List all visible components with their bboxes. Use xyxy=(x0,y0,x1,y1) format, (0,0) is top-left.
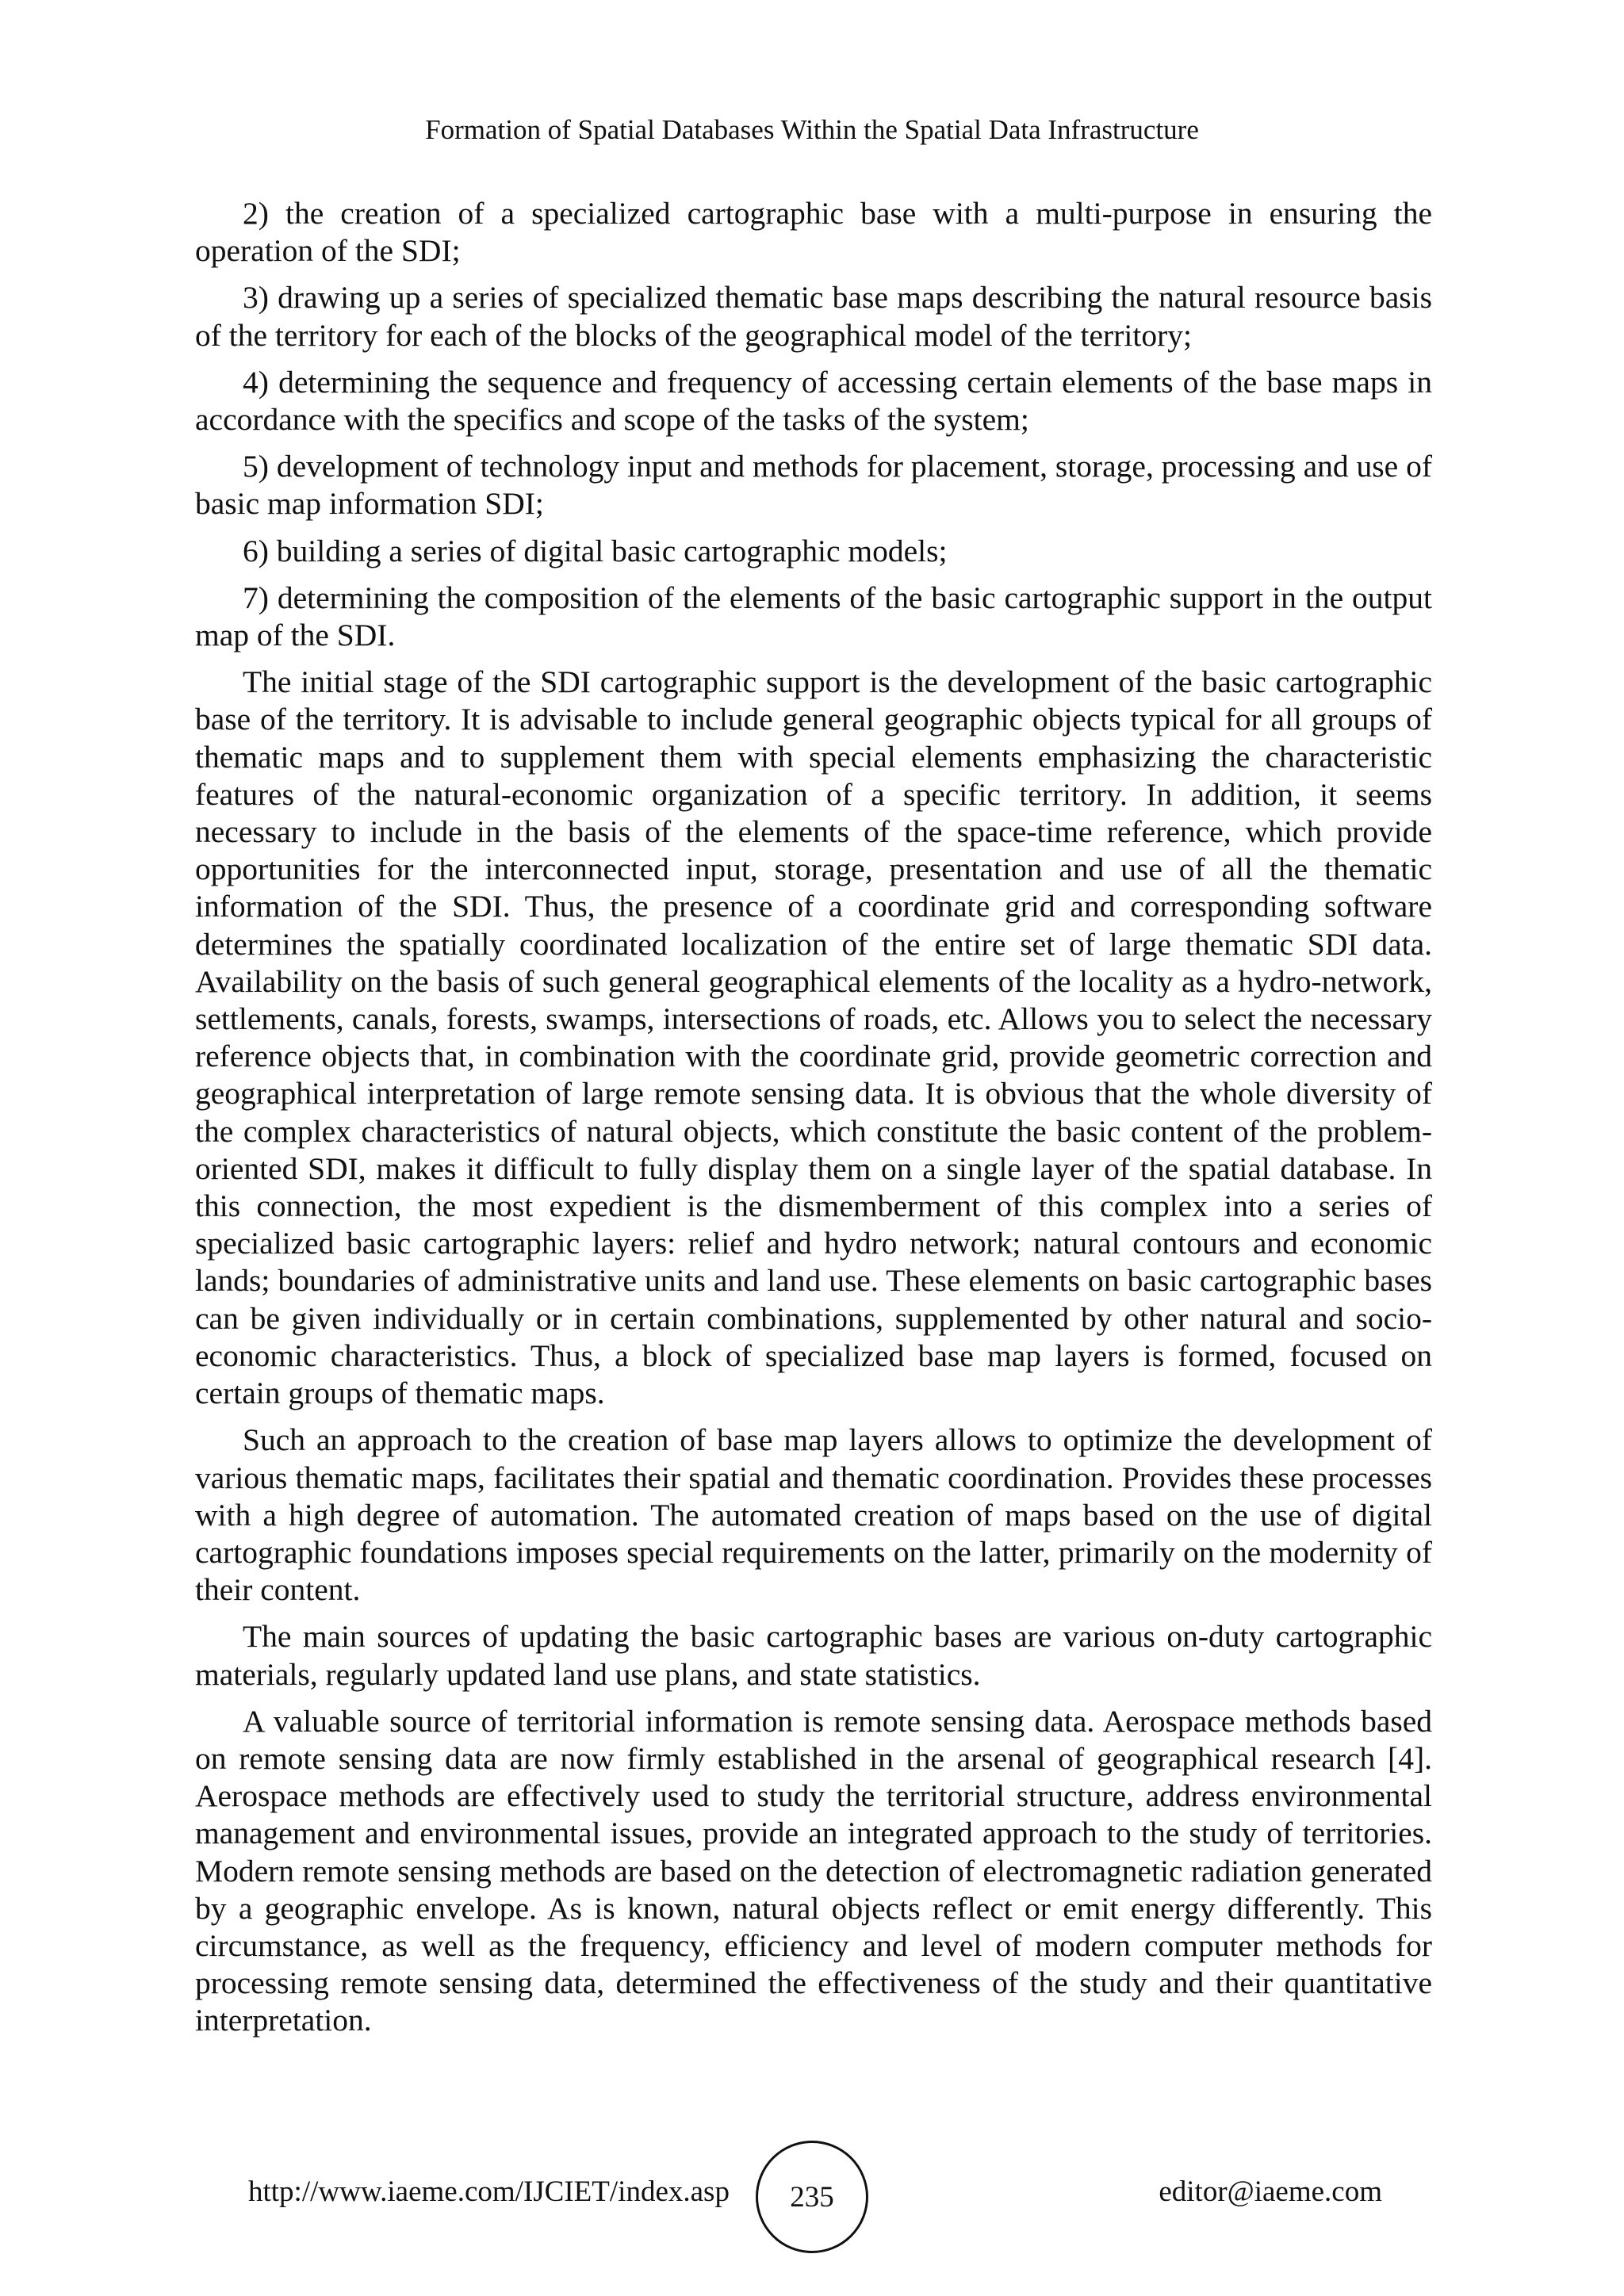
page-number: 235 xyxy=(790,2180,834,2214)
footer-url: http://www.iaeme.com/IJCIET/index.asp xyxy=(248,2175,730,2208)
list-item-4: 4) determining the sequence and frequency of accessing certain elements of the base maps in accordance with the specifics and scope of the tasks of the system; xyxy=(195,364,1432,438)
paragraph-sources: The main sources of updating the basic cartographic bases are various on-duty cartographic materials, regularly updated land use plans, and state statistics. xyxy=(195,1619,1432,1692)
paragraph-approach: Such an approach to the creation of base map layers allows to optimize the development of various thematic maps, facilitates their spatial and thematic coordination. Provides these processes with a high degree of automation. The automated creation of maps based on the use of digital cartographic foundations imposes special requirements on the latter, primarily on the modernity of their content. xyxy=(195,1422,1432,1608)
paragraph-initial-stage: The initial stage of the SDI cartographic support is the development of the basic cartographic base of the territory. It is advisable to include general geographic objects typical for all groups of thematic maps and to supplement them with special elements emphasizing the characteristic features of the natural-economic organization of a specific territory. In addition, it seems necessary to include in the basis of the elements of the space-time reference, which provide opportunities for the interconnected input, storage, presentation and use of all the thematic information of the SDI. Thus, the presence of a coordinate grid and corresponding software determines the spatially coordinated localization of the entire set of large thematic SDI data. Availability on the basis of such general geographical elements of the locality as a hydro-network, settlements, canals, forests, swamps, intersections of roads, etc. Allows you to select the necessary reference objects that, in combination with the coordinate grid, provide geometric correction and geographical interpretation of large remote sensing data. It is obvious that the whole diversity of the complex characteristics of natural objects, which constitute the basic content of the problem-oriented SDI, makes it difficult to fully display them on a single layer of the spatial database. In this connection, the most expedient is the dismemberment of this complex into a series of specialized basic cartographic layers: relief and hydro network; natural contours and economic lands; boundaries of administrative units and land use. These elements on basic cartographic bases can be given individually or in certain combinations, supplemented by other natural and socio-economic characteristics. Thus, a block of specialized base map layers is formed, focused on certain groups of thematic maps. xyxy=(195,664,1432,1411)
article-body xyxy=(195,195,1432,2049)
list-item-7: 7) determining the composition of the elements of the basic cartographic support in the output map of the SDI. xyxy=(195,580,1432,653)
page-number-circle xyxy=(756,2141,868,2253)
page-footer xyxy=(0,2141,1624,2252)
list-item-5: 5) development of technology input and methods for placement, storage, processing and use of basic map information SDI; xyxy=(195,449,1432,522)
paragraph-remote-sensing: A valuable source of territorial information is remote sensing data. Aerospace methods based on remote sensing data are now firmly established in the arsenal of geographical research [4]. Aerospace methods are effectively used to study the territorial structure, address environmental management and environmental issues, provide an integrated approach to the study of territories. Modern remote sensing methods are based on the detection of electromagnetic radiation generated by a geographic envelope. As is known, natural objects reflect or emit energy differently. This circumstance, as well as the frequency, efficiency and level of modern computer methods for processing remote sensing data, determined the effectiveness of the study and their quantitative interpretation. xyxy=(195,1703,1432,2038)
list-item-2: 2) the creation of a specialized cartographic base with a multi-purpose in ensuring the operation of the SDI; xyxy=(195,196,1432,269)
footer-email: editor@iaeme.com xyxy=(1159,2175,1382,2208)
list-item-3: 3) drawing up a series of specialized thematic base maps describing the natural resource basis of the territory for each of the blocks of the geographical model of the territory; xyxy=(195,280,1432,353)
running-header: Formation of Spatial Databases Within the Spatial Data Infrastructure xyxy=(425,114,1199,145)
list-item-6: 6) building a series of digital basic cartographic models; xyxy=(243,533,948,568)
